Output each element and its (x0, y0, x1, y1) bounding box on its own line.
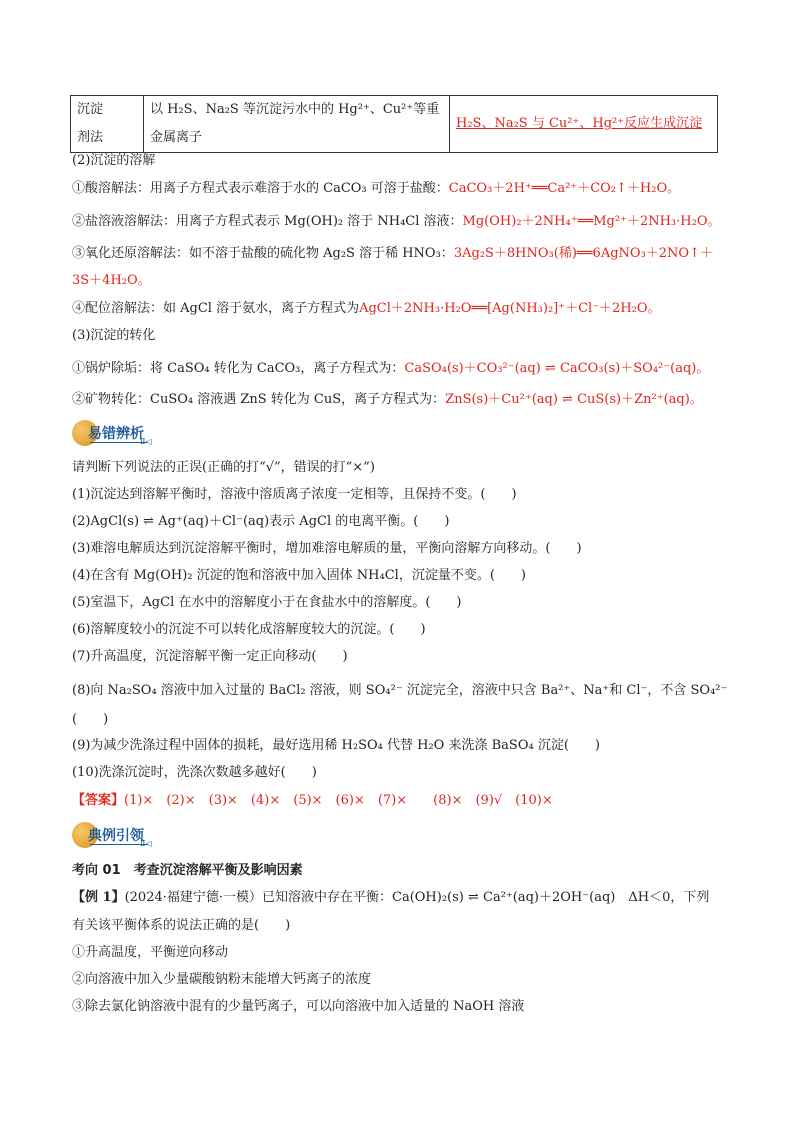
boiler-equation: CaSO₄(s)＋CO₃²⁻(aq) ⇌ CaCO₃(s)＋SO₄²⁻(aq)。 (404, 361, 710, 376)
item-1: (1)沉淀达到溶解平衡时，溶液中溶质离子浓度一定相等，且保持不变。( ) (72, 487, 517, 502)
redox-dissolve-text: ③氧化还原溶解法：如不溶于盐酸的硫化物 Ag₂S 溶于稀 HNO₃： (72, 246, 454, 261)
badge-mark-icon: Ⅱ◁ (140, 437, 152, 446)
redox-dissolve-equation-2: 3S＋4H₂O。 (72, 273, 151, 288)
item-6: (6)溶解度较小的沉淀不可以转化成溶解度较大的沉淀。( ) (72, 622, 426, 637)
redox-dissolve-line (72, 245, 713, 263)
item-8-blank: ( ) (72, 712, 109, 727)
mineral-text: ②矿物转化：CuSO₄ 溶液遇 ZnS 转化为 CuS，离子方程式为： (72, 392, 446, 407)
section-2-heading: (2)沉淀的溶解 (72, 153, 156, 168)
item-7: (7)升高温度，沉淀溶解平衡一定正向移动( ) (72, 649, 348, 664)
redox-dissolve-equation-1: 3Ag₂S＋8HNO₃(稀)══6AgNO₃＋2NO↑＋ (453, 246, 713, 261)
section-3-heading: (3)沉淀的转化 (72, 328, 156, 343)
answer-values: (1)× (2)× (3)× (4)× (5)× (6)× (7)× (8)× (9)√ (10)× (124, 793, 553, 808)
instruction: 请判断下列说法的正误(正确的打“√”，错误的打“×”) (72, 460, 375, 475)
acid-dissolve-text: ①酸溶解法：用离子方程式表示难溶于水的 CaCO₃ 可溶于盐酸： (72, 181, 449, 196)
method-table (70, 95, 718, 153)
mineral-line (72, 391, 703, 409)
example-line-1 (72, 889, 709, 907)
example-badge (72, 822, 152, 850)
example-text-1: (2024·福建宁德·一模）已知溶液中存在平衡：Ca(OH)₂(s) ⇌ Ca²⁺(aq)＋2OH⁻(aq) ΔH＜0，下列 (124, 890, 710, 905)
method-desc-2: 金属离子 (150, 130, 203, 145)
salt-dissolve-line (72, 213, 720, 231)
example-option-1: ①升高温度，平衡逆向移动 (72, 945, 229, 960)
complex-dissolve-line (72, 300, 661, 318)
topic-heading: 考向 01 考查沉淀溶解平衡及影响因素 (72, 863, 303, 878)
method-label-1: 沉淀 (77, 102, 104, 117)
boiler-line (72, 360, 709, 378)
method-answer: H₂S、Na₂S 与 Cu²⁺、Hg²⁺反应生成沉淀 (456, 116, 703, 131)
item-9: (9)为减少洗涤过程中固体的损耗，最好选用稀 H₂SO₄ 代替 H₂O 来洗涤 BaSO₄ 沉淀( ) (72, 738, 600, 753)
acid-dissolve-equation: CaCO₃＋2H⁺══Ca²⁺＋CO₂↑＋H₂O。 (448, 181, 681, 196)
mineral-equation: ZnS(s)＋Cu²⁺(aq) ⇌ CuS(s)＋Zn²⁺(aq)。 (445, 392, 703, 407)
item-8: (8)向 Na₂SO₄ 溶液中加入过量的 BaCl₂ 溶液，则 SO₄²⁻ 沉淀完全，溶液中只含 Ba²⁺、Na⁺和 Cl⁻，不含 SO₄²⁻ (72, 683, 728, 698)
boiler-text: ①锅炉除垢：将 CaSO₄ 转化为 CaCO₃，离子方程式为： (72, 361, 405, 376)
example-option-3: ③除去氯化钠溶液中混有的少量钙离子，可以向溶液中加入适量的 NaOH 溶液 (72, 999, 525, 1014)
example-label: 【例 1】 (72, 890, 125, 905)
method-label-2: 剂法 (77, 130, 104, 145)
method-label-cell (71, 96, 144, 153)
answer-line (72, 792, 553, 810)
answer-label: 【答案】 (72, 793, 125, 808)
example-option-2: ②向溶液中加入少量碳酸钠粉末能增大钙离子的浓度 (72, 972, 372, 987)
error-analysis-badge (72, 420, 152, 448)
complex-dissolve-equation: AgCl＋2NH₃·H₂O══[Ag(NH₃)₂]⁺＋Cl⁻＋2H₂O。 (359, 301, 661, 316)
complex-dissolve-text: ④配位溶解法：如 AgCl 溶于氨水，离子方程式为 (72, 301, 360, 316)
item-4: (4)在含有 Mg(OH)₂ 沉淀的饱和溶液中加入固体 NH₄Cl，沉淀量不变。( ) (72, 568, 526, 583)
example-line-2: 有关该平衡体系的说法正确的是( ) (72, 918, 291, 933)
item-2: (2)AgCl(s) ⇌ Ag⁺(aq)＋Cl⁻(aq)表示 AgCl 的电离平衡。( ) (72, 514, 450, 529)
method-desc-cell (144, 96, 450, 153)
item-5: (5)室温下，AgCl 在水中的溶解度小于在食盐水中的溶解度。( ) (72, 595, 462, 610)
salt-dissolve-equation: Mg(OH)₂＋2NH₄⁺══Mg²⁺＋2NH₃·H₂O。 (462, 214, 721, 229)
method-desc-1: 以 H₂S、Na₂S 等沉淀污水中的 Hg²⁺、Cu²⁺等重 (150, 102, 440, 117)
salt-dissolve-text: ②盐溶液溶解法：用离子方程式表示 Mg(OH)₂ 溶于 NH₄Cl 溶液： (72, 214, 463, 229)
method-answer-cell (450, 96, 718, 153)
item-10: (10)洗涤沉淀时，洗涤次数越多越好( ) (72, 765, 317, 780)
acid-dissolve-line (72, 180, 680, 198)
item-3: (3)难溶电解质达到沉淀溶解平衡时，增加难溶电解质的量，平衡向溶解方向移动。( ) (72, 541, 582, 556)
error-analysis-title: 易错辨析 (88, 426, 144, 442)
badge-mark-icon: Ⅱ◁ (140, 839, 152, 848)
example-badge-title: 典例引领 (88, 828, 144, 844)
